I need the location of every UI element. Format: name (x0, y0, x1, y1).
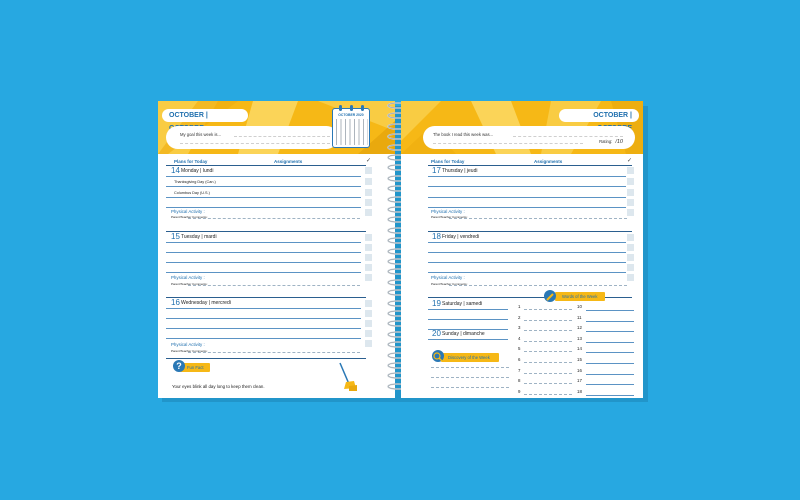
line (166, 176, 361, 177)
line (166, 207, 361, 208)
word-number: 2 (518, 314, 521, 320)
word-number: 13 (577, 335, 582, 341)
day-name: Sunday | dimanche (442, 331, 485, 337)
line (166, 318, 361, 319)
right-header (401, 101, 643, 154)
checkbox[interactable] (365, 310, 372, 317)
plans-header: Plans for Today (431, 159, 465, 164)
word-line (586, 331, 634, 332)
checkbox[interactable] (365, 189, 372, 196)
line (166, 242, 361, 243)
line (428, 197, 626, 198)
checkbox[interactable] (627, 234, 634, 241)
parent-comments-label: Parent/Teacher Comments: (431, 215, 468, 219)
event: Columbus Day (U.S.) (174, 191, 210, 195)
assignments-header: Assignments (534, 159, 563, 164)
rating-field (599, 139, 623, 145)
word-number: 5 (518, 346, 521, 352)
comment-line (449, 218, 627, 219)
physical-activity-label: Physical Activity : (171, 342, 205, 347)
checkbox[interactable] (365, 199, 372, 206)
day-name: Monday | lundi (181, 168, 214, 174)
line (166, 186, 361, 187)
word-number: 4 (518, 335, 521, 341)
line (166, 252, 361, 253)
line (428, 309, 508, 310)
word-line (586, 384, 634, 385)
word-line (524, 309, 572, 310)
word-number: 17 (577, 378, 582, 384)
physical-activity-label: Physical Activity : (171, 275, 205, 280)
parent-comments-label: Parent/Teacher Comments: (171, 215, 208, 219)
checkbox[interactable] (627, 254, 634, 261)
physical-activity-label: Physical Activity : (171, 209, 205, 214)
event: Thanksgiving Day (Can.) (174, 180, 216, 184)
word-line (524, 373, 572, 374)
line (166, 308, 361, 309)
check-header: ✓ (366, 158, 372, 164)
goal-prompt: My goal this week is... (180, 132, 221, 137)
day-number: 16 (171, 298, 180, 307)
checkbox[interactable] (365, 234, 372, 241)
divider (166, 297, 366, 298)
divider (166, 231, 366, 232)
discovery-line (431, 387, 509, 388)
line (166, 262, 361, 263)
check-header: ✓ (627, 158, 633, 164)
rating-label: Rating: (599, 139, 613, 144)
word-number: 8 (518, 378, 521, 384)
checkbox[interactable] (365, 244, 372, 251)
line (428, 319, 508, 320)
divider (428, 231, 632, 232)
word-line (586, 352, 634, 353)
book-box[interactable] (423, 126, 635, 149)
fun-fact-label: Fun Fact (180, 363, 210, 372)
checkbox[interactable] (627, 167, 634, 174)
calendar-title: OCTOBER 2020 (338, 113, 364, 117)
goal-box[interactable] (166, 126, 338, 149)
comment-line (188, 285, 360, 286)
day-name: Wednesday | mercredi (181, 300, 231, 306)
divider (428, 165, 632, 166)
line (428, 176, 626, 177)
comment-line (188, 218, 360, 219)
mop-bucket-icon (336, 362, 358, 392)
word-number: 1 (518, 304, 521, 309)
line (166, 328, 361, 329)
day-number: 20 (432, 329, 441, 338)
checkbox[interactable] (627, 178, 634, 185)
day-number: 18 (432, 232, 441, 241)
checkbox[interactable] (365, 264, 372, 271)
line (428, 252, 626, 253)
checkbox[interactable] (365, 330, 372, 337)
word-line (524, 351, 572, 352)
checkbox[interactable] (627, 209, 634, 216)
left-header (158, 101, 395, 154)
checkbox[interactable] (365, 300, 372, 307)
discovery-label: Discovery of the Week (441, 353, 499, 362)
words-of-week-label: Words of the Week (555, 292, 605, 301)
word-number: 3 (518, 325, 521, 331)
word-line (586, 363, 634, 364)
line (428, 262, 626, 263)
fun-fact-text: Your eyes blink all day long to keep them clean. (172, 384, 265, 389)
day-number: 19 (432, 299, 441, 308)
calendar-grid (336, 119, 368, 145)
book-line (433, 143, 583, 144)
checkbox[interactable] (627, 199, 634, 206)
comment-line (449, 285, 627, 286)
physical-activity-label: Physical Activity : (431, 209, 465, 214)
comment-line (188, 352, 360, 353)
word-line (586, 321, 634, 322)
goal-line (180, 143, 330, 144)
day-name: Tuesday | mardi (181, 234, 217, 240)
day-name: Thursday | jeudi (442, 168, 478, 174)
word-number: 12 (577, 325, 582, 331)
parent-comments-label: Parent/Teacher Comments: (431, 282, 468, 286)
month-title: OCTOBER | (559, 109, 639, 122)
word-number: 16 (577, 367, 582, 373)
left-page (158, 101, 395, 398)
line (428, 242, 626, 243)
word-line (586, 310, 634, 311)
word-number: 10 (577, 304, 582, 309)
word-line (524, 362, 572, 363)
day-number: 17 (432, 166, 441, 175)
day-number: 14 (171, 166, 180, 175)
goal-line (234, 136, 330, 137)
line (166, 272, 361, 273)
word-number: 18 (577, 388, 582, 394)
checkbox[interactable] (365, 254, 372, 261)
parent-comments-label: Parent/Teacher Comments: (171, 349, 208, 353)
calendar-icon (332, 108, 370, 148)
word-number: 11 (577, 314, 582, 320)
checkbox[interactable] (627, 274, 634, 281)
word-line (524, 320, 572, 321)
word-line (586, 395, 634, 396)
checkbox[interactable] (365, 178, 372, 185)
plans-header: Plans for Today (174, 159, 208, 164)
word-line (524, 341, 572, 342)
checkbox[interactable] (627, 189, 634, 196)
line (428, 186, 626, 187)
word-line (586, 342, 634, 343)
word-number: 15 (577, 357, 582, 362)
book-prompt: The book I read this week was... (433, 132, 494, 137)
line (166, 197, 361, 198)
checkbox[interactable] (365, 320, 372, 327)
divider (166, 165, 366, 166)
assignments-header: Assignments (274, 159, 303, 164)
word-number: 6 (518, 357, 521, 362)
parent-comments-label: Parent/Teacher Comments: (171, 282, 208, 286)
discovery-line (431, 367, 509, 368)
checkbox[interactable] (627, 244, 634, 251)
word-line (524, 330, 572, 331)
word-number: 14 (577, 346, 582, 352)
right-page (401, 101, 643, 398)
question-icon: ? (173, 360, 185, 372)
day-number: 15 (171, 232, 180, 241)
book-line (513, 136, 623, 137)
checkbox[interactable] (365, 167, 372, 174)
line (166, 338, 361, 339)
word-number: 7 (518, 367, 521, 373)
line (428, 272, 626, 273)
pencil-icon (544, 290, 556, 302)
month-title: OCTOBER | (162, 109, 248, 122)
word-number: 9 (518, 388, 521, 394)
rating-value: /10 (615, 139, 623, 145)
day-name: Saturday | samedi (442, 301, 483, 307)
physical-activity-label: Physical Activity : (431, 275, 465, 280)
line (428, 339, 508, 340)
word-line (524, 383, 572, 384)
checkbox[interactable] (627, 264, 634, 271)
word-line (586, 374, 634, 375)
word-line (524, 394, 572, 395)
checkbox[interactable] (365, 274, 372, 281)
divider (166, 358, 366, 359)
checkbox[interactable] (365, 340, 372, 347)
checkbox[interactable] (365, 209, 372, 216)
day-name: Friday | vendredi (442, 234, 480, 240)
line (428, 207, 626, 208)
discovery-line (431, 377, 509, 378)
magnifier-icon (432, 350, 444, 362)
